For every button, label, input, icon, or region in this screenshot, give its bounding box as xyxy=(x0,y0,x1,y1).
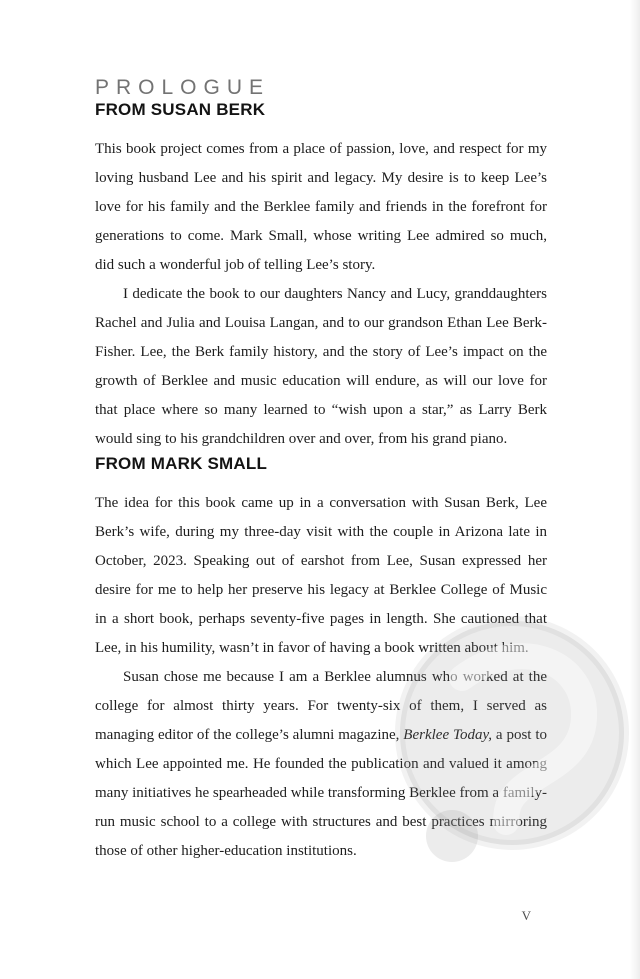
page-title: PROLOGUE xyxy=(95,76,271,99)
magazine-title-italic: Berklee Today, xyxy=(403,727,493,743)
paragraph-text: a post to which Lee appointed me. He founded the publication and valued it among many initiatives he spearheaded while transforming Berklee from a family-run music school to a college with structures and best practices mirroring those of other higher-education institutions. xyxy=(95,727,547,859)
paragraph: The idea for this book came up in a conversation with Susan Berk, Lee Berk’s wife, during my three-day visit with the couple in Arizona late in October, 2023. Speaking out of earshot from Lee, Susan expressed her desire for me to help her preserve his legacy at Berklee College of Music in a short book, perhaps seventy-five pages in length. She cautioned that Lee, in his humility, wasn’t in favor of having a book written about him. xyxy=(95,495,547,656)
section-heading-susan-berk: FROM SUSAN BERK xyxy=(95,100,266,119)
paragraph xyxy=(95,663,547,866)
paragraph-text: Susan chose me because I am a Berklee alumnus who worked at the college for almost thirty years. For twenty-six of them, I served as managing editor of the college’s alumni magazine, xyxy=(95,669,547,743)
page-number: V xyxy=(521,908,532,923)
page-edge-shading xyxy=(630,0,640,979)
section-susan-berk xyxy=(95,100,547,454)
section-mark-small xyxy=(95,454,547,866)
section-heading-mark-small: FROM MARK SMALL xyxy=(95,454,268,473)
paragraph: I dedicate the book to our daughters Nancy and Lucy, granddaughters Rachel and Julia and Louisa Langan, and to our grandson Ethan Lee Berk-Fisher. Lee, the Berk family history, and the story of Lee’s impact on the growth of Berklee and music education will endure, as will our love for that place where so many learned to “wish upon a star,” as Larry Berk would sing to his grandchildren over and over, from his grand piano. xyxy=(95,286,547,447)
page-content xyxy=(95,0,547,866)
paragraph: This book project comes from a place of passion, love, and respect for my loving husband Lee and his spirit and legacy. My desire is to keep Lee’s love for his family and the Berklee family and friends in the forefront for generations to come. Mark Small, whose writing Lee admired so much, did such a wonderful job of telling Lee’s story. xyxy=(95,141,547,273)
